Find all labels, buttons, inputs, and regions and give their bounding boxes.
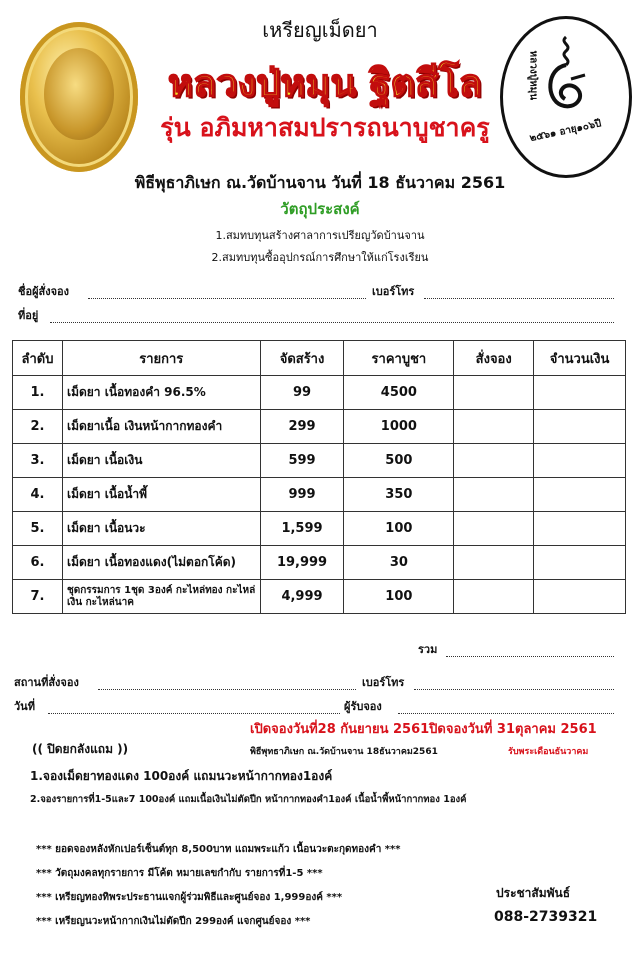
contact-label: ประชาสัมพันธ์ xyxy=(496,886,571,900)
row-item: เม็ดยา เนื้อนวะ xyxy=(62,512,260,546)
place-field[interactable] xyxy=(98,677,356,690)
row-order-cell[interactable] xyxy=(454,444,534,478)
row-order-cell[interactable] xyxy=(454,410,534,444)
receiver-field[interactable] xyxy=(398,701,614,714)
row-no: 1. xyxy=(13,376,63,410)
col-header-made: จัดสร้าง xyxy=(260,341,344,376)
row-amount-cell[interactable] xyxy=(534,376,626,410)
row-amount-cell[interactable] xyxy=(534,478,626,512)
row-price: 1000 xyxy=(344,410,454,444)
date-label: วันที่ xyxy=(14,700,35,713)
medal-title: เหรียญเม็ดยา xyxy=(262,18,378,42)
row-amount-cell[interactable] xyxy=(534,580,626,614)
ceremony-info: พิธีพุธาภิเษก ณ.วัดบ้านจาน วันที่ 18 ธันวาคม 2561 xyxy=(134,173,506,192)
row-item: เม็ดยา เนื้อเงิน xyxy=(62,444,260,478)
row-order-cell[interactable] xyxy=(454,546,534,580)
receiver-label: ผู้รับจอง xyxy=(344,700,382,713)
row-made: 299 xyxy=(260,410,344,444)
row-price: 500 xyxy=(344,444,454,478)
row-made: 599 xyxy=(260,444,344,478)
phone-label: เบอร์โทร xyxy=(372,285,415,298)
row-no: 2. xyxy=(13,410,63,444)
note-line: *** เหรียญนวะหน้ากากเงินไม่ตัดปีก 299องค์ แจกศูนย์จอง *** xyxy=(36,916,311,927)
monk-name: หลวงปู่หมุน ฐิตสีโล xyxy=(167,61,483,105)
summary-phone-label: เบอร์โทร xyxy=(362,676,405,689)
date-field[interactable] xyxy=(48,701,340,714)
summary-phone-field[interactable] xyxy=(414,677,614,690)
table-row xyxy=(13,512,626,546)
note-line: *** เหรียญทองทิพระประธานแจกผู้ร่วมพิธีและศูนย์จอง 1,999องค์ *** xyxy=(36,892,343,903)
row-made: 1,599 xyxy=(260,512,344,546)
row-order-cell[interactable] xyxy=(454,478,534,512)
row-amount-cell[interactable] xyxy=(534,410,626,444)
objective-item: 2.สมทบทุนซื้ออุปกรณ์การศึกษาให้แก่โรงเรียน xyxy=(211,251,429,264)
row-item: ชุดกรรมการ 1ชุด 3องค์ กะไหล่ทอง กะไหล่เงิน กะไหล่นาค xyxy=(62,580,260,614)
pickup-note: รับพระเดือนธันวาคม xyxy=(508,747,589,757)
table-row xyxy=(13,478,626,512)
unalome-icon xyxy=(541,35,591,115)
row-made: 99 xyxy=(260,376,344,410)
note-line: *** ยอดจองหลังหักเปอร์เซ็นต์ทุก 8,500บาท แถมพระแก้ว เนื้อนวะตะกุดทองคำ *** xyxy=(36,844,401,855)
monk-seal-logo xyxy=(500,16,632,178)
objectives-title: วัตถุประสงค์ xyxy=(280,200,360,218)
table-row xyxy=(13,410,626,444)
address-field[interactable] xyxy=(50,310,614,323)
row-amount-cell[interactable] xyxy=(534,444,626,478)
table-row xyxy=(13,376,626,410)
table-row xyxy=(13,580,626,614)
table-row xyxy=(13,444,626,478)
bonus-line: 1.จองเม็ดยาทองแดง 100องค์ แถมนวะหน้ากากทอง1องค์ xyxy=(30,769,333,783)
bonus-line: 2.จองรายการที่1-5และ7 100องค์ แถมเนื้อเงินไม่ตัดปีก หน้ากากทองคำ1องค์ เนื้อน้ำพี้หน้ากากทอง 1องค์ xyxy=(30,794,467,805)
series-name: รุ่น อภิมหาสมปรารถนาบูชาครู xyxy=(160,113,490,142)
row-price: 350 xyxy=(344,478,454,512)
col-header-amount: จำนวนเงิน xyxy=(534,341,626,376)
row-item: เม็ดยาเนื้อ เงินหน้ากากทองคำ xyxy=(62,410,260,444)
orderer-field[interactable] xyxy=(88,286,366,299)
monk-portrait-image xyxy=(44,48,114,140)
seal-side-text: หลวงปู่หมุน xyxy=(527,50,539,101)
table-header-row xyxy=(13,341,626,376)
total-label: รวม xyxy=(418,643,438,656)
row-order-cell[interactable] xyxy=(454,512,534,546)
orderer-label: ชื่อผู้สั่งจอง xyxy=(18,285,70,298)
col-header-item: รายการ xyxy=(62,341,260,376)
row-price: 4500 xyxy=(344,376,454,410)
row-no: 3. xyxy=(13,444,63,478)
table-row xyxy=(13,546,626,580)
row-no: 5. xyxy=(13,512,63,546)
row-price: 30 xyxy=(344,546,454,580)
order-table xyxy=(12,340,626,614)
booking-period: เปิดจองวันที่28 กันยายน 2561ปิดจองวันที่ 31ตุลาคม 2561 xyxy=(250,722,597,737)
row-order-cell[interactable] xyxy=(454,580,534,614)
row-item: เม็ดยา เนื้อทองคำ 96.5% xyxy=(62,376,260,410)
row-price: 100 xyxy=(344,512,454,546)
col-header-price: ราคาบูชา xyxy=(344,341,454,376)
objective-item: 1.สมทบทุนสร้างศาลาการเปรียญวัดบ้านจาน xyxy=(215,229,425,242)
row-made: 999 xyxy=(260,478,344,512)
place-label: สถานที่สั่งจอง xyxy=(14,676,79,689)
phone-field[interactable] xyxy=(424,286,614,299)
note-line: *** วัตถุมงคลทุกรายการ มีโค้ต หมายเลขกำกับ รายการที่1-5 *** xyxy=(36,868,323,879)
row-no: 6. xyxy=(13,546,63,580)
col-header-order: สั่งจอง xyxy=(454,341,534,376)
row-order-cell[interactable] xyxy=(454,376,534,410)
row-made: 19,999 xyxy=(260,546,344,580)
row-price: 100 xyxy=(344,580,454,614)
row-made: 4,999 xyxy=(260,580,344,614)
total-field[interactable] xyxy=(446,644,614,657)
row-no: 4. xyxy=(13,478,63,512)
row-amount-cell[interactable] xyxy=(534,512,626,546)
row-item: เม็ดยา เนื้อน้ำพี้ xyxy=(62,478,260,512)
row-no: 7. xyxy=(13,580,63,614)
row-item: เม็ดยา เนื้อทองแดง(ไม่ตอกโค้ด) xyxy=(62,546,260,580)
seal-bottom-text: ๒๕๖๑ อายุ๑๐๖ปี xyxy=(528,118,603,145)
row-amount-cell[interactable] xyxy=(534,546,626,580)
ceremony-note: พิธีพุทธาภิเษก ณ.วัดบ้านจาน 18ธันวาคม2561 xyxy=(250,747,438,757)
bonus-title: (( ปิดยกลังแถม )) xyxy=(32,742,129,756)
col-header-no: ลำดับ xyxy=(13,341,63,376)
address-label: ที่อยู่ xyxy=(18,309,39,322)
contact-phone[interactable]: 088-2739321 xyxy=(494,909,598,925)
